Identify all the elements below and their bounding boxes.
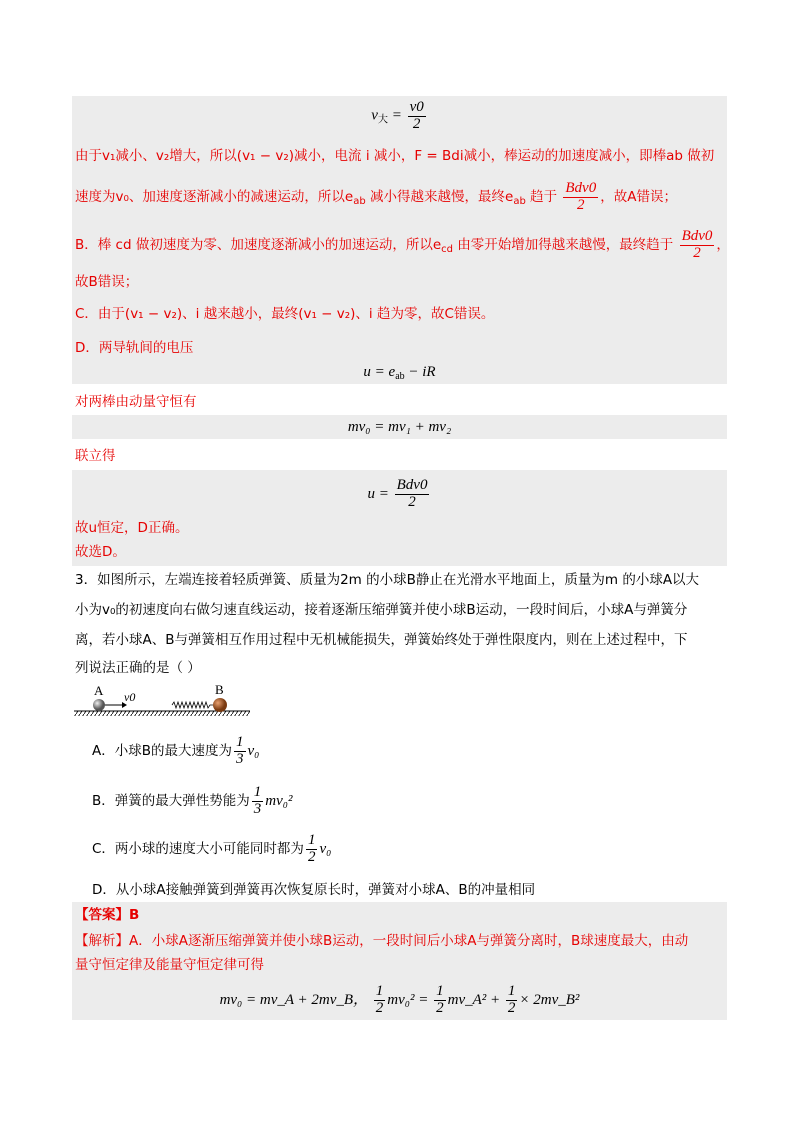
label-b: B (215, 684, 224, 697)
solution-para-b-line1: B．棒 cd 做初速度为零、加速度逐渐减小的加速运动，所以$e_{cd}$ 由零开始增加得越来越慢，最终趋于 $\frac{\text{Bdv0}}{2}$ ， (75, 227, 730, 261)
solution-para-d: D．两导轨间的电压 (75, 340, 194, 356)
solution-para-b-line2: 故B错误； (75, 274, 139, 290)
choice-text: 故选D。 (75, 544, 126, 560)
label-v0: v0 (124, 690, 136, 704)
equation-v-half: $v_大$ = $\frac{v0}{2}$ (371, 99, 424, 132)
solution-para-a-line2: 速度为v₀、加速度逐渐减小的减速运动，所以$e_{ab}$ 减小得越来越慢，最终$e_{ab}$ 趋于 $\frac{\text{Bdv0}}{2}$ ，故A错误； (75, 179, 677, 213)
label-a: A (94, 684, 104, 698)
solution-para-a-line1: 由于v₁减小、v₂增大，所以(v₁ − v₂)减小，电流 i 减小，F = Bdi减小，棒运动的加速度减小，即棒ab 做初 (75, 148, 715, 164)
conclusion-text: 故u恒定，D正确。 (75, 520, 189, 536)
answer-label: 【答案】B (75, 907, 140, 923)
question3-line2: 小为v₀的初速度向右做匀速直线运动，接着逐渐压缩弹簧并使小球B运动，一段时间后，小球A与弹簧分 (75, 602, 688, 618)
analysis-line2: 量守恒定律及能量守恒定律可得 (75, 957, 264, 973)
option-a[interactable]: A．小球B的最大速度为 $\frac{1}{3}$ v₀ (92, 733, 260, 767)
collision-diagram (72, 684, 252, 720)
ground-hatch (74, 711, 250, 716)
option-c[interactable]: C．两小球的速度大小可能同时都为 $\frac{1}{2}$ v₀ (92, 831, 332, 865)
spring (172, 702, 213, 708)
equation-momentum: mv₀ = mv₁ + mv₂ (347, 419, 452, 435)
ball-b (213, 698, 227, 712)
option-d[interactable]: D．从小球A接触弹簧到弹簧再次恢复原长时，弹簧对小球A、B的冲量相同 (92, 882, 536, 898)
equation-final-u: u = $\frac{\text{Bdv0}}{2}$ (367, 477, 428, 511)
equation-u: $u = e_{ab}$ − iR (363, 364, 436, 382)
solution-para-c: C．由于(v₁ − v₂)、i 越来越小，最终(v₁ − v₂)、i 趋为零，故C错误。 (75, 306, 495, 322)
question3-line3: 离，若小球A、B与弹簧相互作用过程中无机械能损失，弹簧始终处于弹性限度内，则在上述过程中，下 (75, 632, 688, 648)
momentum-text: 对两棒由动量守恒有 (75, 394, 197, 410)
option-b[interactable]: B．弹簧的最大弹性势能为 $\frac{1}{3}$ mv₀² (92, 783, 293, 817)
combine-text: 联立得 (75, 448, 116, 464)
question3-line4: 列说法正确的是（ ） (75, 660, 201, 676)
equation-energy-momentum: mv₀ = mv_A + 2mv_B， $\frac{1}{2}$ mv₀² = $\frac{1}{2}$ mv_A² + $\frac{1}{2}$ × 2mv_B² (219, 983, 580, 1017)
analysis-line1: 【解析】A．小球A逐渐压缩弹簧并使小球B运动，一段时间后小球A与弹簧分离时，B球速度最大，由动 (75, 933, 689, 949)
ball-a (93, 699, 105, 711)
question3-line1: 3．如图所示，左端连接着轻质弹簧、质量为2m 的小球B静止在光滑水平地面上，质量为m 的小球A以大 (75, 572, 700, 588)
